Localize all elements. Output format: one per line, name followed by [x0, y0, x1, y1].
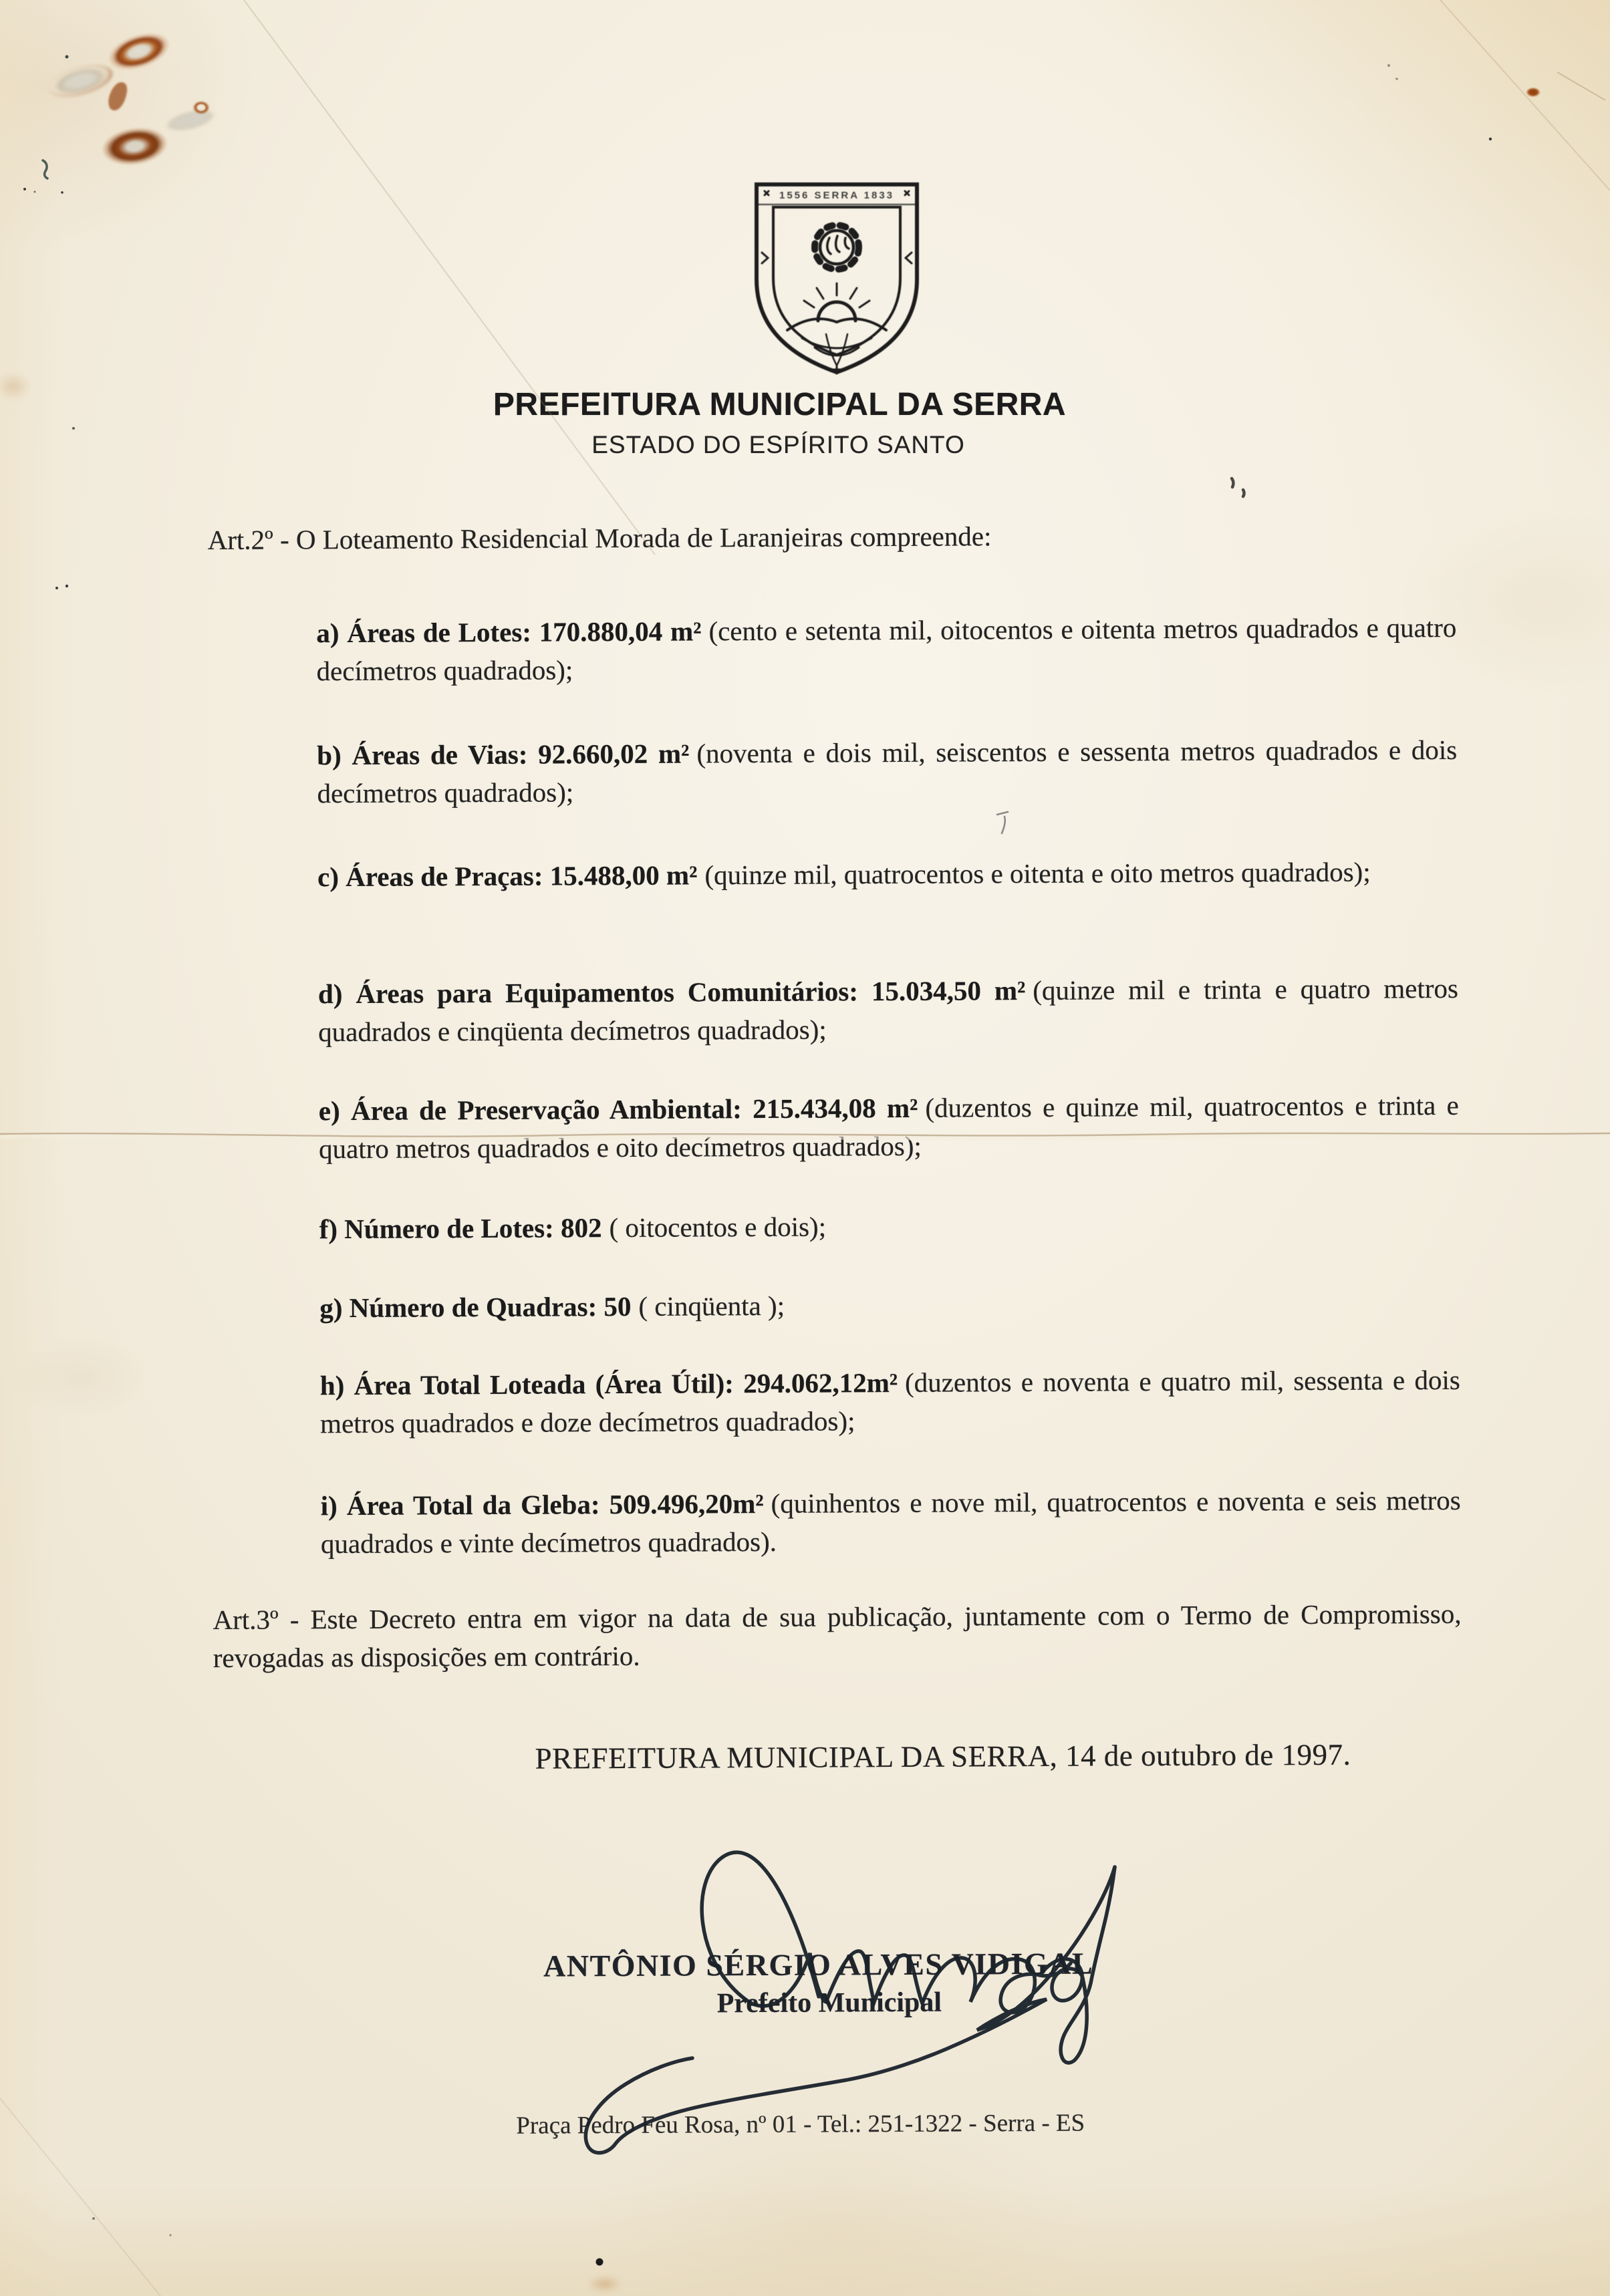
- item-h-text: (duzentos e noventa e quatro mil, sessenta e dois metros quadrados e doze decímetros quadrados);: [319, 1364, 1460, 1439]
- article-3: Art.3º - Este Decreto entra em vigor na data de sua publicação, juntamente com o Termo de Compromisso, revogadas as disposições em contrário.: [213, 1598, 1462, 1674]
- item-f-label: f) Número de Lotes: 802: [319, 1212, 602, 1245]
- item-h-label: h) Área Total Loteada (Área Útil): 294.062,12m²: [319, 1367, 898, 1401]
- item-d-label: d) Áreas para Equipamentos Comunitários: 15.034,50 m²: [317, 975, 1026, 1010]
- item-e-label: e) Área de Preservação Ambiental: 215.434,08 m²: [318, 1092, 918, 1127]
- item-b-text: (noventa e dois mil, seiscentos e sessenta metros quadrados e dois decímetros quadrados);: [317, 734, 1458, 809]
- signer-role: Prefeito Municipal: [716, 1987, 942, 2019]
- crest-banner-text: 1556 SERRA 1833: [779, 190, 895, 201]
- item-c-text: (quinze mil, quatrocentos e oitenta e oito metros quadrados);: [704, 856, 1371, 891]
- signer-name: ANTÔNIO SÉRGIO ALVES VIDIGAL: [543, 1946, 1094, 1983]
- signature-scrawl: [454, 1803, 1136, 2167]
- item-a-text: (cento e setenta mil, oitocentos e oitenta metros quadrados e quatro decímetros quadrados);: [316, 611, 1457, 687]
- item-b-label: b) Áreas de Vias: 92.660,02 m²: [317, 738, 690, 771]
- item-g-text: ( cinqüenta );: [638, 1290, 785, 1322]
- item-d-text: (quinze mil e trinta e quatro metros quadrados e cinqüenta decímetros quadrados);: [318, 972, 1459, 1048]
- closing-dateline: PREFEITURA MUNICIPAL DA SERRA, 14 de outubro de 1997.: [535, 1737, 1351, 1775]
- item-g-label: g) Número de Quadras: 50: [319, 1290, 632, 1324]
- item-c-label: c) Áreas de Praças: 15.488,00 m²: [317, 859, 698, 893]
- org-subtitle: ESTADO DO ESPÍRITO SANTO: [591, 431, 965, 458]
- org-title: PREFEITURA MUNICIPAL DA SERRA: [493, 387, 1067, 422]
- item-i-label: i) Área Total da Gleba: 509.496,20m²: [320, 1487, 764, 1522]
- footer-address: Praça Pedro Feu Rosa, nº 01 - Tel.: 251-1322 - Serra - ES: [516, 2109, 1085, 2140]
- article-2-intro: Art.2º - O Loteamento Residencial Morada de Laranjeiras compreende:: [207, 521, 992, 556]
- item-e-text: (duzentos e quinze mil, quatrocentos e trinta e quatro metros quadrados e oito decímetros quadrados);: [318, 1089, 1459, 1165]
- item-f-text: ( oitocentos e dois);: [609, 1211, 827, 1244]
- item-i-text: (quinhentos e nove mil, quatrocentos e noventa e seis metros quadrados e vinte decímetros quadrados).: [320, 1484, 1461, 1560]
- item-a-label: a) Áreas de Lotes: 170.880,04 m²: [316, 615, 702, 649]
